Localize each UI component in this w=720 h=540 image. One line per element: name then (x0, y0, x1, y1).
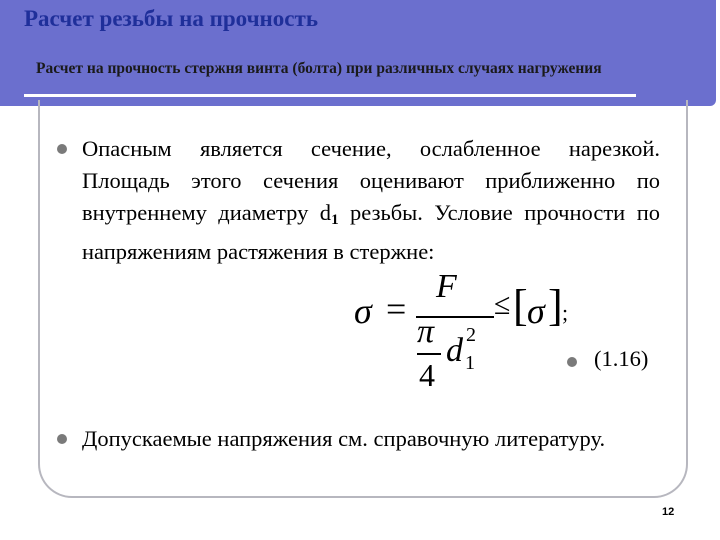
formula-semicolon: ; (562, 300, 569, 325)
equation-number: (1.16) (594, 346, 649, 371)
formula-subscript: 1 (465, 352, 475, 374)
paragraph1-text: Опасным является сечение, ослабленное нарезкой. Площадь этого сечения оценивают приближенно по внутреннему диаметру d (82, 136, 660, 225)
slide-title: Расчет резьбы на прочность (24, 6, 318, 31)
bullet-icon (57, 144, 67, 154)
paragraph-allowable-stress: Допускаемые напряжения см. справочную литературу. (82, 426, 606, 451)
formula-numerator: F (436, 268, 457, 305)
bullet-icon (57, 434, 67, 444)
bullet-icon (567, 357, 577, 367)
bracket-right: ] (548, 281, 563, 330)
bracket-left: [ (513, 281, 528, 330)
formula-superscript: 2 (466, 324, 476, 346)
formula-allowable-sigma: σ (527, 291, 545, 331)
page-number: 12 (662, 506, 675, 518)
slide-subtitle: Расчет на прочность стержня винта (болта) при различных случаях нагружения (36, 60, 602, 77)
subtitle-underline (24, 94, 636, 97)
paragraph1-subscript: 1 (331, 212, 339, 228)
header-band (0, 0, 716, 106)
formula-equals: = (386, 289, 407, 329)
formula-d: d (446, 332, 463, 369)
formula-four: 4 (419, 357, 435, 393)
formula-sigma: σ (354, 291, 372, 331)
formula-pi: π (417, 313, 435, 350)
paragraph-dangerous-section (82, 133, 660, 268)
inner-fraction-bar (417, 353, 441, 355)
paragraph1-end: резьбы. Условие прочности по напряжениям растяжения в стержне: (82, 200, 660, 264)
formula-leq: ≤ (494, 288, 511, 321)
